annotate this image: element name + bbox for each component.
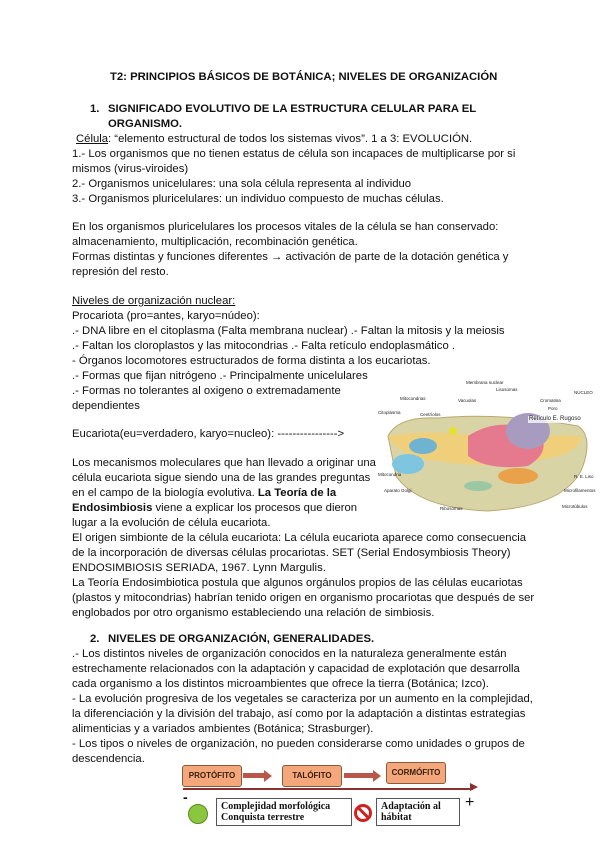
text-line: estrechamente relacionados con la adaptación y capacidad de explotación que desarrolla bbox=[72, 663, 520, 675]
smiley-icon bbox=[188, 804, 208, 824]
subheading-niveles bbox=[72, 294, 235, 309]
text-line: - Órganos locomotores estructurados de forma distinta a los eucariotas. bbox=[72, 355, 431, 367]
text-line: 1.- Los organismos que no tienen estatus de célula son incapaces de multiplicarse por si bbox=[72, 148, 516, 160]
text-line: En los organismos pluricelulares los procesos vitales de la célula se han conservado: bbox=[72, 221, 499, 233]
text-line: .- Formas no tolerantes al oxigeno o extremadamente bbox=[72, 385, 341, 397]
text-line: Eucariota(eu=verdadero, karyo=nucleo): ----------------> bbox=[72, 428, 345, 440]
cell-label: Aparato Golgi bbox=[384, 488, 412, 493]
cell-label: Citoplasma bbox=[378, 410, 401, 415]
cell-label: Vacuolas bbox=[458, 398, 477, 403]
minus-sign: - bbox=[183, 789, 188, 805]
cell-label: Centríolos bbox=[420, 412, 441, 417]
box-line: Adaptación al bbox=[381, 801, 441, 812]
text-line: célula eucariota sigue siendo una de las grandes preguntas bbox=[72, 472, 371, 484]
text-line: lugar a la evolución de célula eucariota. bbox=[72, 517, 271, 529]
text-span: en el campo de la biología evolutiva. bbox=[72, 487, 258, 499]
text-line: .- Los distintos niveles de organización conocidos en la naturaleza generalmente están bbox=[72, 648, 507, 660]
box-line: Conquista terrestre bbox=[221, 812, 305, 823]
cell-label: Poro bbox=[548, 406, 558, 411]
text-line: 3.- Organismos pluricelulares: un individuo compuesto de muchas células. bbox=[72, 193, 444, 205]
section-2-number: 2. bbox=[90, 633, 100, 645]
text-line: .- DNA libre en el citoplasma (Falta membrana nuclear) .- Faltan la mitosis y la meiosis bbox=[72, 325, 505, 337]
cell-label: R. E. Liso bbox=[574, 474, 594, 479]
celula-definition bbox=[76, 132, 472, 147]
stage-talofito: TALÓFITO bbox=[282, 765, 342, 787]
subheading-text: Niveles de organización nuclear: bbox=[72, 295, 236, 307]
text-line: englobados por otro organismo estableciendo una relación de simbiosis. bbox=[72, 607, 435, 619]
section-1-number: 1. bbox=[90, 103, 100, 115]
section-1-title-cont: ORGANISMO. bbox=[108, 118, 183, 130]
text-line: cada organismo a los distintos microambientes que ofrece la tierra (Botánica; Izco). bbox=[72, 678, 489, 690]
text-line: (plastos y mitocondrias) habrían tenido origen en organismo procariotas que después de ser bbox=[72, 592, 535, 604]
text-line: Procariota (pro=antes, karyo=núdeo): bbox=[72, 310, 260, 322]
advantages-box bbox=[216, 798, 352, 826]
cell-label: NÚCLEO bbox=[574, 390, 593, 395]
text-line: .- Faltan los cloroplastos y las mitocondrias .- Falta retículo endoplasmático . bbox=[72, 340, 456, 352]
cell-label: Ribosomas bbox=[440, 506, 463, 511]
text-line: represión del resto. bbox=[72, 266, 169, 278]
text-line: almacenamiento, multiplicación, recombinación genética. bbox=[72, 236, 358, 248]
text-line: - La evolución progresiva de los vegetales se caracteriza por un aumento en la complejidad, bbox=[72, 693, 533, 705]
text-line bbox=[72, 486, 336, 501]
cell-label: Mitocondria bbox=[378, 472, 402, 477]
box-line: Complejidad morfológica bbox=[221, 801, 331, 812]
text-line: mismos (virus-viroides) bbox=[72, 163, 189, 175]
text-line: El origen simbionte de la célula eucariota: La célula eucariota aparece como consecuencia bbox=[72, 532, 527, 544]
section-1-title: SIGNIFICADO EVOLUTIVO DE LA ESTRUCTURA CELULAR PARA EL bbox=[108, 103, 477, 115]
stage-cormofito: CORMÓFITO bbox=[386, 762, 446, 784]
disadvantage-box bbox=[376, 798, 460, 826]
text-line: ENDOSIMBIOSIS SERIADA, 1967. Lynn Margulis. bbox=[72, 562, 326, 574]
text-line: dependientes bbox=[72, 400, 140, 412]
text-line: de la incorporación de diversas células procariotas. SET (Serial Endosymbiosis Theory) bbox=[72, 547, 511, 559]
bold-span: Endosimbiosis bbox=[72, 502, 153, 514]
axis-arrow-icon bbox=[470, 783, 478, 791]
text-line bbox=[72, 501, 357, 516]
eukaryotic-cell-illustration bbox=[378, 376, 598, 518]
stage-protofito: PROTÓFITO bbox=[182, 765, 242, 787]
text-line: la diferenciación y la división del trabajo, así como por la adaptación a distintas estrategias bbox=[72, 708, 526, 720]
text-line: - Los tipos o niveles de organización, no pueden considerarse como unidades o grupos de bbox=[72, 738, 525, 750]
cell-label: Microtúbulos bbox=[562, 504, 588, 509]
bold-span: La Teoría de la bbox=[257, 487, 337, 499]
cell-label: Cromatina bbox=[540, 398, 561, 403]
text-line: 2.- Organismos unicelulares: una sola célula representa al individuo bbox=[72, 178, 412, 190]
box-line: hábitat bbox=[381, 812, 412, 823]
arrow-shaft bbox=[243, 773, 265, 778]
section-2-title: NIVELES DE ORGANIZACIÓN, GENERALIDADES. bbox=[108, 633, 375, 645]
prohibited-icon bbox=[354, 804, 372, 822]
text-line: Los mecanismos moleculares que han llevado a originar una bbox=[72, 457, 376, 469]
text-line: .- Formas que fijan nitrógeno .- Principalmente unicelulares bbox=[72, 370, 368, 382]
arrow-head-icon bbox=[264, 770, 272, 782]
text-span: viene a explicar los procesos que dieron bbox=[152, 502, 358, 514]
celula-label: Célula bbox=[76, 133, 109, 145]
text-line: La Teoría Endosimbiotica postula que algunos orgánulos propios de las células eucariotas bbox=[72, 577, 523, 589]
cell-label: Lisosomas bbox=[496, 387, 518, 392]
cell-label: Membrana nuclear bbox=[466, 380, 504, 385]
cell-label: Mitocondrias bbox=[400, 396, 426, 401]
text-line: Formas distintas y funciones diferentes → activación de parte de la dotación genética y bbox=[72, 251, 509, 263]
text-line: alimenticias y a variados ambientes (Botánica; Strasburger). bbox=[72, 723, 374, 735]
progress-axis bbox=[183, 788, 473, 790]
plus-sign: + bbox=[465, 794, 475, 811]
cell-label: Microfilamentos bbox=[564, 488, 596, 493]
text-line: descendencia. bbox=[72, 753, 145, 765]
page-title: T2: PRINCIPIOS BÁSICOS DE BOTÁNICA; NIVELES DE ORGANIZACIÓN bbox=[110, 71, 498, 83]
arrow-shaft bbox=[344, 773, 374, 778]
arrow-head-icon bbox=[373, 770, 381, 782]
cell-label: Retículo E. Rugoso bbox=[529, 416, 581, 422]
celula-text: : “elemento estructural de todos los sistemas vivos”. 1 a 3: EVOLUCIÓN. bbox=[108, 133, 473, 145]
